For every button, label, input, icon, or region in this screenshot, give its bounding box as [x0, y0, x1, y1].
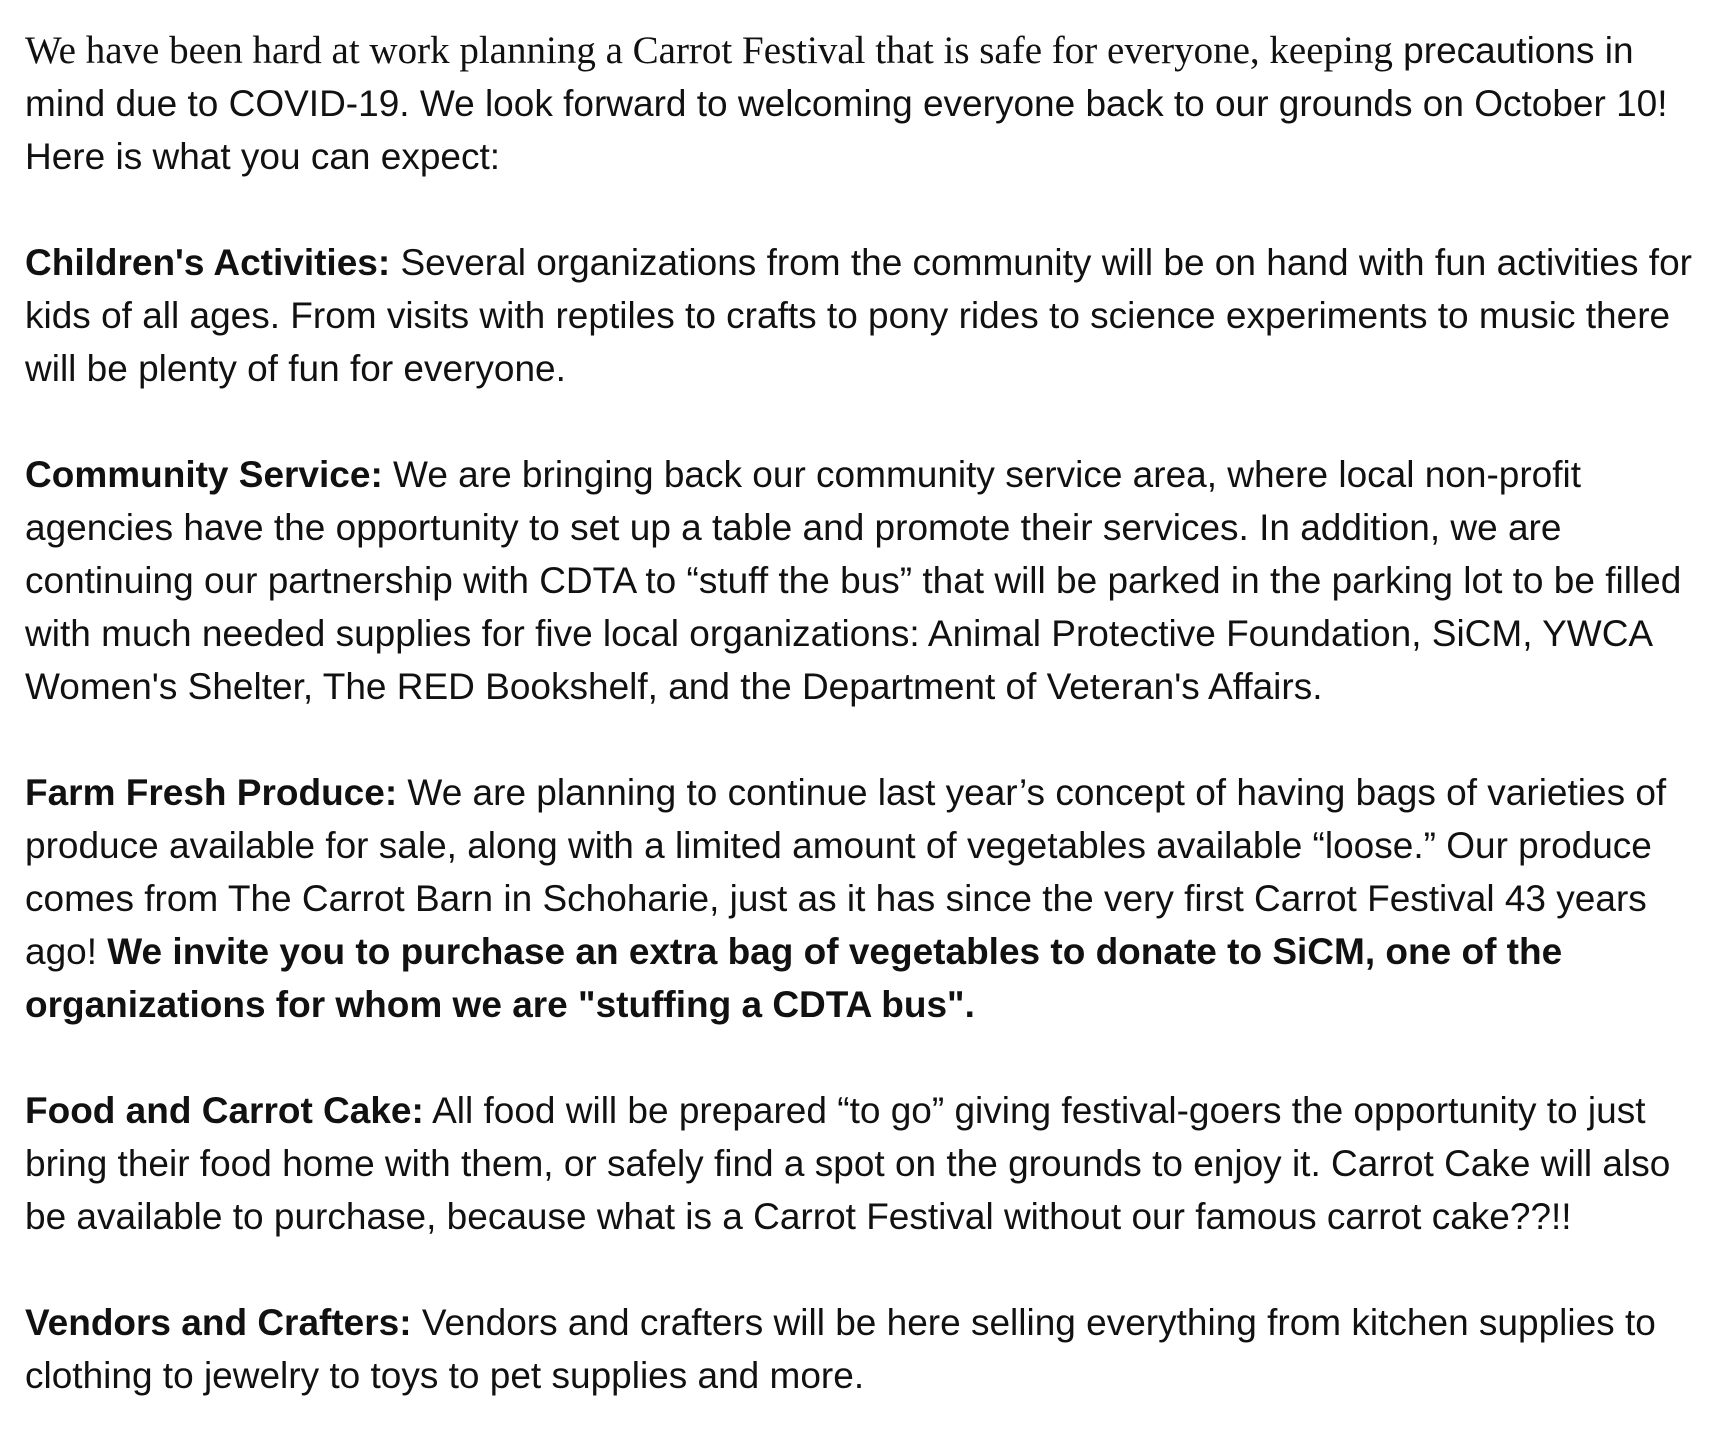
intro-serif-text: We have been hard at work planning a Carrot Festival that is safe for everyone, keeping — [25, 29, 1393, 72]
intro-paragraph — [25, 24, 1705, 183]
section-childrens-activities — [25, 236, 1705, 395]
section-text: All food will be prepared “to go” giving festival-goers the opportunity to just bring their food home with them, or safely find a spot on the grounds to enjoy it. Carrot Cake will also be available to purchase, because what is a Carrot Festival without our famous carrot cake??!! — [25, 1090, 1671, 1237]
section-label: Vendors and Crafters: — [25, 1302, 412, 1343]
section-label: Children's Activities: — [25, 242, 391, 283]
section-text: We are planning to continue last year’s concept of having bags of varieties of produce available for sale, along with a limited amount of vegetables available “loose.” Our produce comes from The Carrot Barn in Schoharie, just as it has since the very first Carrot Festival 43 years ago! — [25, 772, 1667, 972]
section-food-and-carrot-cake — [25, 1084, 1705, 1243]
section-label: Food and Carrot Cake: — [25, 1090, 424, 1131]
section-text: Several organizations from the community will be on hand with fun activities for kids of all ages. From visits with reptiles to crafts to pony rides to science experiments to music there will be plenty of fun for everyone. — [25, 242, 1692, 389]
section-label: Farm Fresh Produce: — [25, 772, 398, 813]
section-farm-fresh-produce — [25, 766, 1705, 1031]
section-text: We are bringing back our community service area, where local non-profit agencies have the opportunity to set up a table and promote their services. In addition, we are continuing our partnership with CDTA to “stuff the bus” that will be parked in the parking lot to be filled with much needed supplies for five local organizations: Animal Protective Foundation, SiCM, YWCA Women's Shelter, The RED Bookshelf, and the Department of Veteran's Affairs. — [25, 454, 1682, 707]
document-body — [25, 24, 1705, 1402]
section-label: Community Service: — [25, 454, 383, 495]
section-vendors-and-crafters — [25, 1296, 1705, 1402]
intro-text: precautions in mind due to COVID-19. We look forward to welcoming everyone back to our grounds on October 10! Here is what you can expect: — [25, 30, 1668, 177]
section-text: Vendors and crafters will be here selling everything from kitchen supplies to clothing to jewelry to toys to pet supplies and more. — [25, 1302, 1656, 1396]
section-community-service — [25, 448, 1705, 713]
donation-callout: We invite you to purchase an extra bag of vegetables to donate to SiCM, one of the organizations for whom we are "stuffing a CDTA bus". — [25, 931, 1563, 1025]
